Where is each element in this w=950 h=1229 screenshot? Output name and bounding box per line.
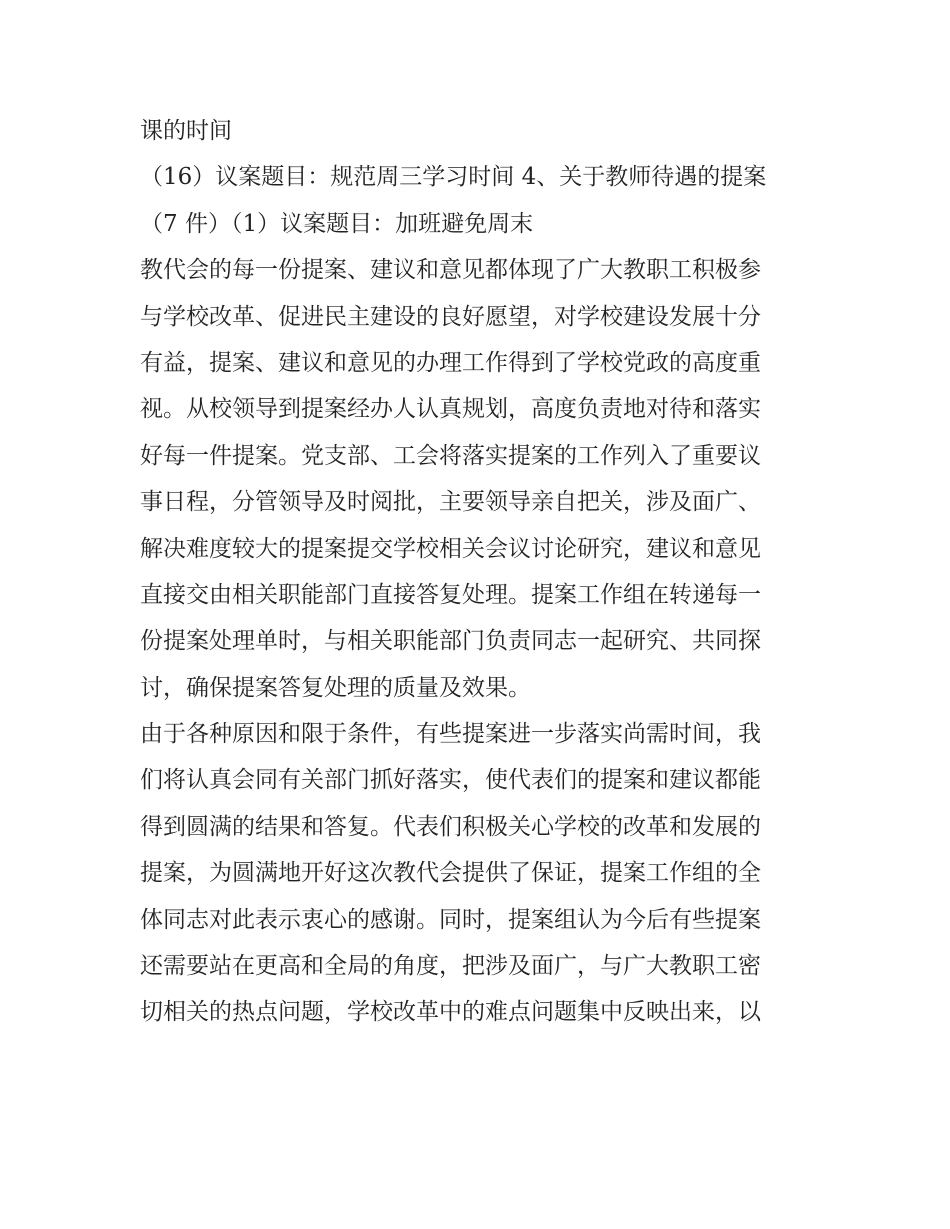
text-line: （7 件）（1）议案题目：加班避免周末 (140, 210, 534, 237)
text-line: 事日程，分管领导及时阅批，主要领导亲自把关，涉及面广、 (140, 489, 761, 516)
text-line: 课的时间 (140, 118, 232, 144)
text-line: 提案，为圆满地开好这次教代会提供了保证，提案工作组的全 (140, 860, 761, 887)
text-line: 直接交由相关职能部门直接答复处理。提案工作组在转递每一 (140, 581, 761, 608)
text-line: 有益，提案、建议和意见的办理工作得到了学校党政的高度重 (140, 349, 761, 376)
text-line: 解决难度较大的提案提交学校相关会议讨论研究，建议和意见 (140, 535, 761, 562)
document-body (140, 108, 820, 1036)
text-line: 由于各种原因和限于条件，有些提案进一步落实尚需时间，我 (140, 721, 761, 748)
text-line: （16）议案题目：规范周三学习时间 4、关于教师待遇的提案 (140, 164, 767, 191)
text-line: 讨，确保提案答复处理的质量及效果。 (140, 674, 531, 701)
text-line: 好每一件提案。党支部、工会将落实提案的工作列入了重要议 (140, 442, 761, 469)
text-line: 与学校改革、促进民主建设的良好愿望，对学校建设发展十分 (140, 303, 761, 330)
text-line: 教代会的每一份提案、建议和意见都体现了广大教职工积极参 (140, 257, 761, 284)
text-line: 得到圆满的结果和答复。代表们积极关心学校的改革和发展的 (140, 813, 761, 840)
text-line: 视。从校领导到提案经办人认真规划，高度负责地对待和落实 (140, 396, 761, 423)
text-line: 切相关的热点问题，学校改革中的难点问题集中反映出来，以 (140, 999, 761, 1026)
text-line: 体同志对此表示衷心的感谢。同时，提案组认为今后有些提案 (140, 906, 761, 933)
text-line: 还需要站在更高和全局的角度，把涉及面广，与广大教职工密 (140, 953, 761, 980)
text-line: 们将认真会同有关部门抓好落实，使代表们的提案和建议都能 (140, 767, 761, 794)
text-line: 份提案处理单时，与相关职能部门负责同志一起研究、共同探 (140, 628, 761, 655)
